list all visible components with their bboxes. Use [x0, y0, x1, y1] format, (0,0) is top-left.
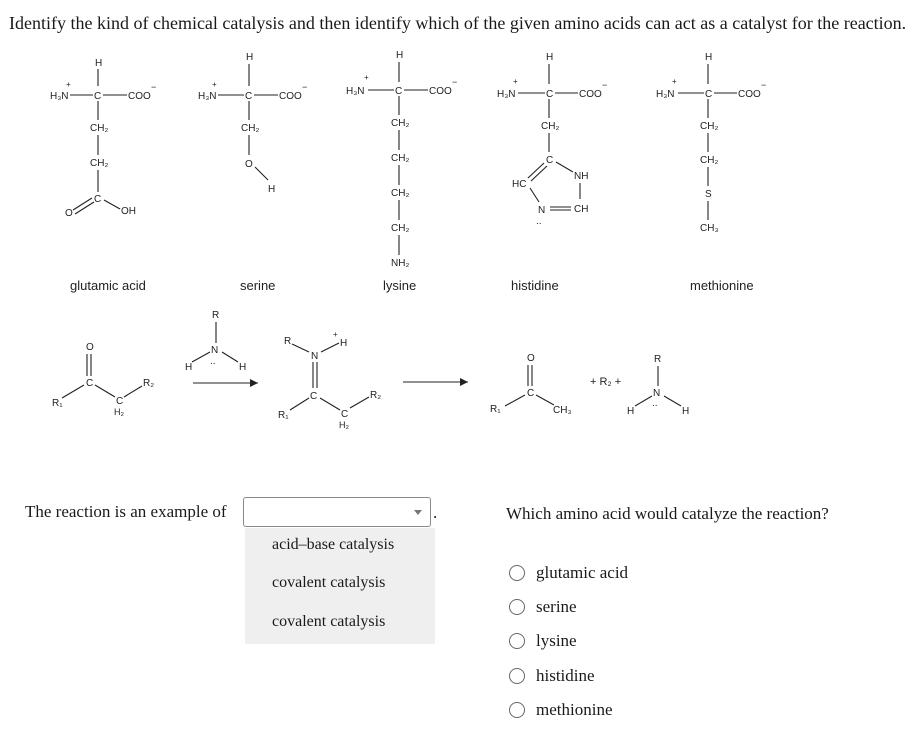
glutamic-acid-structure	[50, 58, 156, 293]
label-plus: +	[333, 330, 338, 339]
sentence-period: .	[433, 503, 438, 522]
label-ch3: CH₃	[700, 223, 719, 234]
catalysis-prompt: The reaction is an example of	[25, 502, 227, 521]
question-text: Identify the kind of chemical catalysis and then identify which of the given amino acids can act as a catalyst for the reaction.	[9, 13, 907, 33]
methionine-structure	[656, 52, 766, 293]
label-ch2: CH₂	[391, 153, 410, 164]
label-plus: +	[672, 77, 677, 86]
label-ch2: CH₂	[391, 118, 410, 129]
name-serine: serine	[240, 278, 276, 293]
label-ch: CH	[574, 204, 589, 215]
dropdown-options-list	[245, 528, 435, 644]
radio-button[interactable]	[509, 702, 525, 718]
choice-label[interactable]: glutamic acid	[536, 563, 629, 582]
label-ch2: CH₂	[700, 155, 719, 166]
reactant-ketone	[52, 342, 154, 417]
label-coo: COO	[128, 91, 151, 102]
lysine-structure	[346, 50, 457, 293]
iminium-intermediate	[278, 330, 381, 430]
label-n: N	[311, 351, 319, 362]
label-o: O	[86, 342, 94, 353]
label-h: H	[682, 406, 690, 417]
label-minus: −	[761, 80, 767, 90]
label-c: C	[245, 91, 253, 102]
label-h: H	[185, 362, 193, 373]
label-ch2: CH₂	[541, 121, 560, 132]
label-n: N	[538, 205, 546, 216]
label-lone-pair: ..	[536, 216, 542, 227]
label-h3n: H₃N	[198, 91, 217, 102]
label-c: C	[94, 194, 102, 205]
label-plus-r2-plus: + R₂ +	[590, 376, 622, 388]
dropdown-option-acid-base[interactable]: acid–base catalysis	[272, 536, 395, 553]
label-c: C	[310, 391, 318, 402]
product-ketone	[490, 353, 572, 416]
label-h: H	[340, 338, 348, 349]
label-hc: HC	[512, 179, 527, 190]
label-r1: R₁	[278, 410, 289, 421]
dropdown-option-covalent-2[interactable]: covalent catalysis	[272, 613, 386, 630]
label-ch2: CH₂	[241, 123, 260, 134]
name-glutamic-acid: glutamic acid	[70, 278, 146, 293]
label-h: H	[239, 362, 247, 373]
label-ch2: CH₂	[391, 223, 410, 234]
label-ch2: CH₂	[700, 121, 719, 132]
label-c: C	[94, 91, 102, 102]
label-s: S	[705, 189, 712, 200]
label-ch2: CH₂	[90, 158, 109, 169]
label-r2: R₂	[143, 378, 155, 389]
label-c: C	[341, 409, 349, 420]
radio-button[interactable]	[509, 633, 525, 649]
label-oh: OH	[121, 206, 136, 217]
label-plus: +	[66, 80, 71, 89]
label-h2: H₂	[114, 407, 124, 417]
label-coo: COO	[429, 86, 452, 97]
catalysis-type-dropdown[interactable]	[243, 497, 431, 527]
label-minus: −	[151, 82, 157, 92]
label-o: O	[527, 353, 535, 364]
label-h: H	[396, 50, 404, 61]
label-lone-pair: ..	[210, 356, 216, 367]
label-h: H	[268, 184, 276, 195]
label-h: H	[627, 406, 635, 417]
label-n: N	[653, 388, 661, 399]
label-c: C	[546, 155, 554, 166]
label-r2: R₂	[370, 390, 382, 401]
label-o: O	[245, 159, 253, 170]
label-r: R	[212, 310, 220, 321]
radio-button[interactable]	[509, 599, 525, 615]
label-plus: +	[364, 73, 369, 82]
chevron-down-icon[interactable]	[414, 510, 422, 515]
label-nh: NH	[574, 171, 589, 182]
histidine-structure	[497, 52, 607, 293]
label-ch3: CH₃	[553, 405, 572, 416]
label-h3n: H₃N	[497, 89, 516, 100]
choice-label[interactable]: histidine	[536, 666, 595, 685]
reactant-amine	[185, 310, 246, 373]
choice-label[interactable]: serine	[536, 597, 577, 616]
label-h: H	[546, 52, 554, 63]
label-h3n: H₃N	[50, 91, 69, 102]
label-h3n: H₃N	[656, 89, 675, 100]
label-minus: −	[602, 80, 608, 90]
name-methionine: methionine	[690, 278, 754, 293]
label-c: C	[546, 89, 554, 100]
product-amine	[627, 354, 689, 417]
label-h2: H₂	[339, 420, 349, 430]
name-lysine: lysine	[383, 278, 417, 293]
label-c: C	[527, 388, 535, 399]
label-h3n: H₃N	[346, 86, 365, 97]
label-n: N	[211, 345, 219, 356]
label-coo: COO	[579, 89, 602, 100]
dropdown-option-covalent[interactable]: covalent catalysis	[272, 574, 386, 591]
label-c: C	[395, 86, 403, 97]
label-plus: +	[212, 80, 217, 89]
label-ch2: CH₂	[391, 188, 410, 199]
label-minus: −	[452, 77, 458, 87]
serine-structure	[198, 52, 307, 293]
label-r1: R₁	[52, 398, 63, 409]
label-r: R	[654, 354, 662, 365]
label-h: H	[95, 58, 103, 69]
label-c: C	[116, 396, 124, 407]
label-coo: COO	[279, 91, 302, 102]
label-r1: R₁	[490, 404, 501, 415]
radio-button[interactable]	[509, 565, 525, 581]
radio-button[interactable]	[509, 668, 525, 684]
label-plus: +	[513, 77, 518, 86]
label-ch2: CH₂	[90, 123, 109, 134]
label-h: H	[705, 52, 713, 63]
choice-label[interactable]: lysine	[536, 631, 577, 650]
label-c: C	[705, 89, 713, 100]
choice-label[interactable]: methionine	[536, 700, 613, 719]
label-r: R	[284, 336, 292, 347]
name-histidine: histidine	[511, 278, 559, 293]
label-coo: COO	[738, 89, 761, 100]
label-o: O	[65, 208, 73, 219]
label-lone-pair: ..	[652, 398, 658, 409]
label-c: C	[86, 378, 94, 389]
label-minus: −	[302, 82, 308, 92]
catalyst-question: Which amino acid would catalyze the reaction?	[506, 504, 829, 523]
label-h: H	[246, 52, 254, 63]
label-nh2: NH₂	[391, 258, 410, 269]
